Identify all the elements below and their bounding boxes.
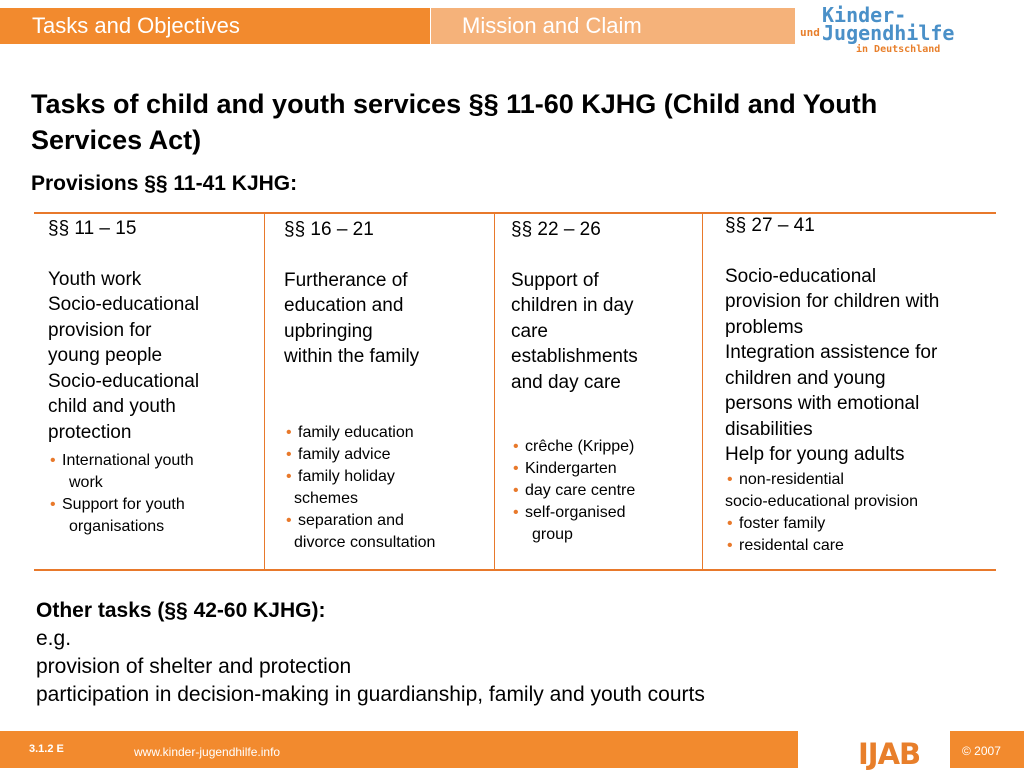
desc-line: protection bbox=[48, 421, 132, 443]
other-tasks-line: provision of shelter and protection bbox=[36, 655, 352, 678]
desc-line: disabilities bbox=[725, 418, 813, 440]
desc-line: upbringing bbox=[284, 320, 373, 342]
bullet-item: • self-organised bbox=[511, 502, 697, 524]
logo-line-2a: und bbox=[800, 26, 820, 39]
kinder-jugendhilfe-logo bbox=[800, 3, 1020, 61]
desc-line: within the family bbox=[284, 346, 420, 367]
desc-line: Socio-educational bbox=[48, 294, 200, 315]
column-head: §§ 27 – 41 bbox=[725, 215, 815, 236]
provision-column-16-21 bbox=[284, 217, 489, 554]
bullet-item: • separation and bbox=[284, 510, 489, 532]
footer bbox=[0, 731, 1024, 771]
tab-label: Mission and Claim bbox=[462, 13, 642, 38]
bullet-continuation: socio-educational provision bbox=[725, 492, 918, 510]
bullet-list bbox=[725, 469, 993, 557]
bullet-item: • non-residential bbox=[725, 469, 993, 491]
tab-mission-and-claim[interactable] bbox=[431, 8, 795, 44]
bullet-item: • family holiday bbox=[284, 466, 489, 488]
section-subtitle: Provisions §§ 11-41 KJHG: bbox=[31, 172, 298, 195]
column-divider bbox=[264, 214, 265, 569]
column-head: §§ 22 – 26 bbox=[511, 219, 601, 240]
provision-column-27-41 bbox=[725, 213, 993, 557]
logo-line-3: in Deutschland bbox=[856, 44, 941, 55]
footer-bar-right bbox=[950, 731, 1024, 768]
column-head: §§ 16 – 21 bbox=[284, 219, 374, 240]
other-tasks bbox=[36, 597, 705, 709]
bullet-continuation: divorce consultation bbox=[294, 533, 436, 551]
bullet-continuation: group bbox=[532, 526, 573, 543]
column-description bbox=[284, 268, 489, 370]
other-tasks-line: e.g. bbox=[36, 627, 72, 650]
desc-line: Support of bbox=[511, 269, 599, 291]
column-description bbox=[725, 264, 993, 468]
desc-line: Youth work bbox=[48, 268, 142, 290]
bullet-item: • Kindergarten bbox=[511, 458, 697, 480]
desc-line: children in day bbox=[511, 295, 634, 316]
desc-line: young people bbox=[48, 345, 163, 366]
website-link[interactable]: www.kinder-jugendhilfe.info bbox=[134, 745, 281, 759]
copyright: © 2007 bbox=[962, 744, 1001, 758]
desc-line: persons with emotional bbox=[725, 393, 920, 414]
desc-line: provision for bbox=[48, 319, 152, 341]
desc-line: Socio-educational bbox=[48, 370, 200, 392]
bullet-continuation: organisations bbox=[69, 518, 165, 535]
desc-line: education and bbox=[284, 295, 404, 316]
desc-line: Furtherance of bbox=[284, 269, 408, 291]
table-bottom-border bbox=[34, 569, 996, 571]
bullet-list bbox=[511, 436, 697, 546]
bullet-item: • International youth bbox=[48, 450, 260, 472]
desc-line: establishments bbox=[511, 346, 638, 367]
tab-label: Tasks and Objectives bbox=[32, 13, 240, 38]
bullet-list bbox=[48, 450, 260, 538]
desc-line: Help for young adults bbox=[725, 444, 905, 465]
desc-line: care bbox=[511, 320, 548, 342]
logo-line-1: Kinder- bbox=[822, 3, 907, 27]
tab-tasks-and-objectives[interactable] bbox=[0, 8, 430, 44]
slide-number: 3.1.2 E bbox=[29, 743, 64, 755]
column-divider bbox=[702, 214, 703, 569]
desc-line: provision for children with bbox=[725, 291, 940, 312]
footer-bar bbox=[0, 731, 798, 768]
desc-line: children and young bbox=[725, 367, 886, 389]
other-tasks-line: participation in decision-making in guardianship, family and youth courts bbox=[36, 683, 705, 706]
desc-line: and day care bbox=[511, 371, 621, 393]
bullet-item: • family education bbox=[284, 422, 489, 444]
page-title: Tasks of child and youth services §§ 11-60 KJHG (Child and Youth Services Act) bbox=[31, 89, 878, 155]
provision-column-22-26 bbox=[511, 217, 697, 546]
ijab-logo: IJAB bbox=[858, 737, 921, 771]
column-description bbox=[511, 268, 697, 396]
provision-column-11-15 bbox=[48, 216, 260, 538]
other-tasks-title: Other tasks (§§ 42-60 KJHG): bbox=[36, 599, 326, 622]
column-description bbox=[48, 267, 260, 446]
bullet-item: • day care centre bbox=[511, 480, 697, 502]
bullet-list bbox=[284, 422, 489, 554]
desc-line: Integration assistence for bbox=[725, 342, 938, 363]
bullet-continuation: work bbox=[69, 474, 103, 491]
column-head: §§ 11 – 15 bbox=[48, 218, 137, 239]
desc-line: Socio-educational bbox=[725, 265, 877, 287]
logo-line-2b: Jugendhilfe bbox=[822, 21, 955, 45]
bullet-item: • Support for youth bbox=[48, 494, 260, 516]
bullet-item: • family advice bbox=[284, 444, 489, 466]
bullet-continuation: schemes bbox=[294, 489, 359, 507]
desc-line: problems bbox=[725, 316, 804, 338]
bullet-item: • foster family bbox=[725, 513, 993, 535]
desc-line: child and youth bbox=[48, 396, 176, 417]
bullet-item: • crêche (Krippe) bbox=[511, 436, 697, 458]
bullet-item: • residental care bbox=[725, 535, 993, 557]
column-divider bbox=[494, 214, 495, 569]
